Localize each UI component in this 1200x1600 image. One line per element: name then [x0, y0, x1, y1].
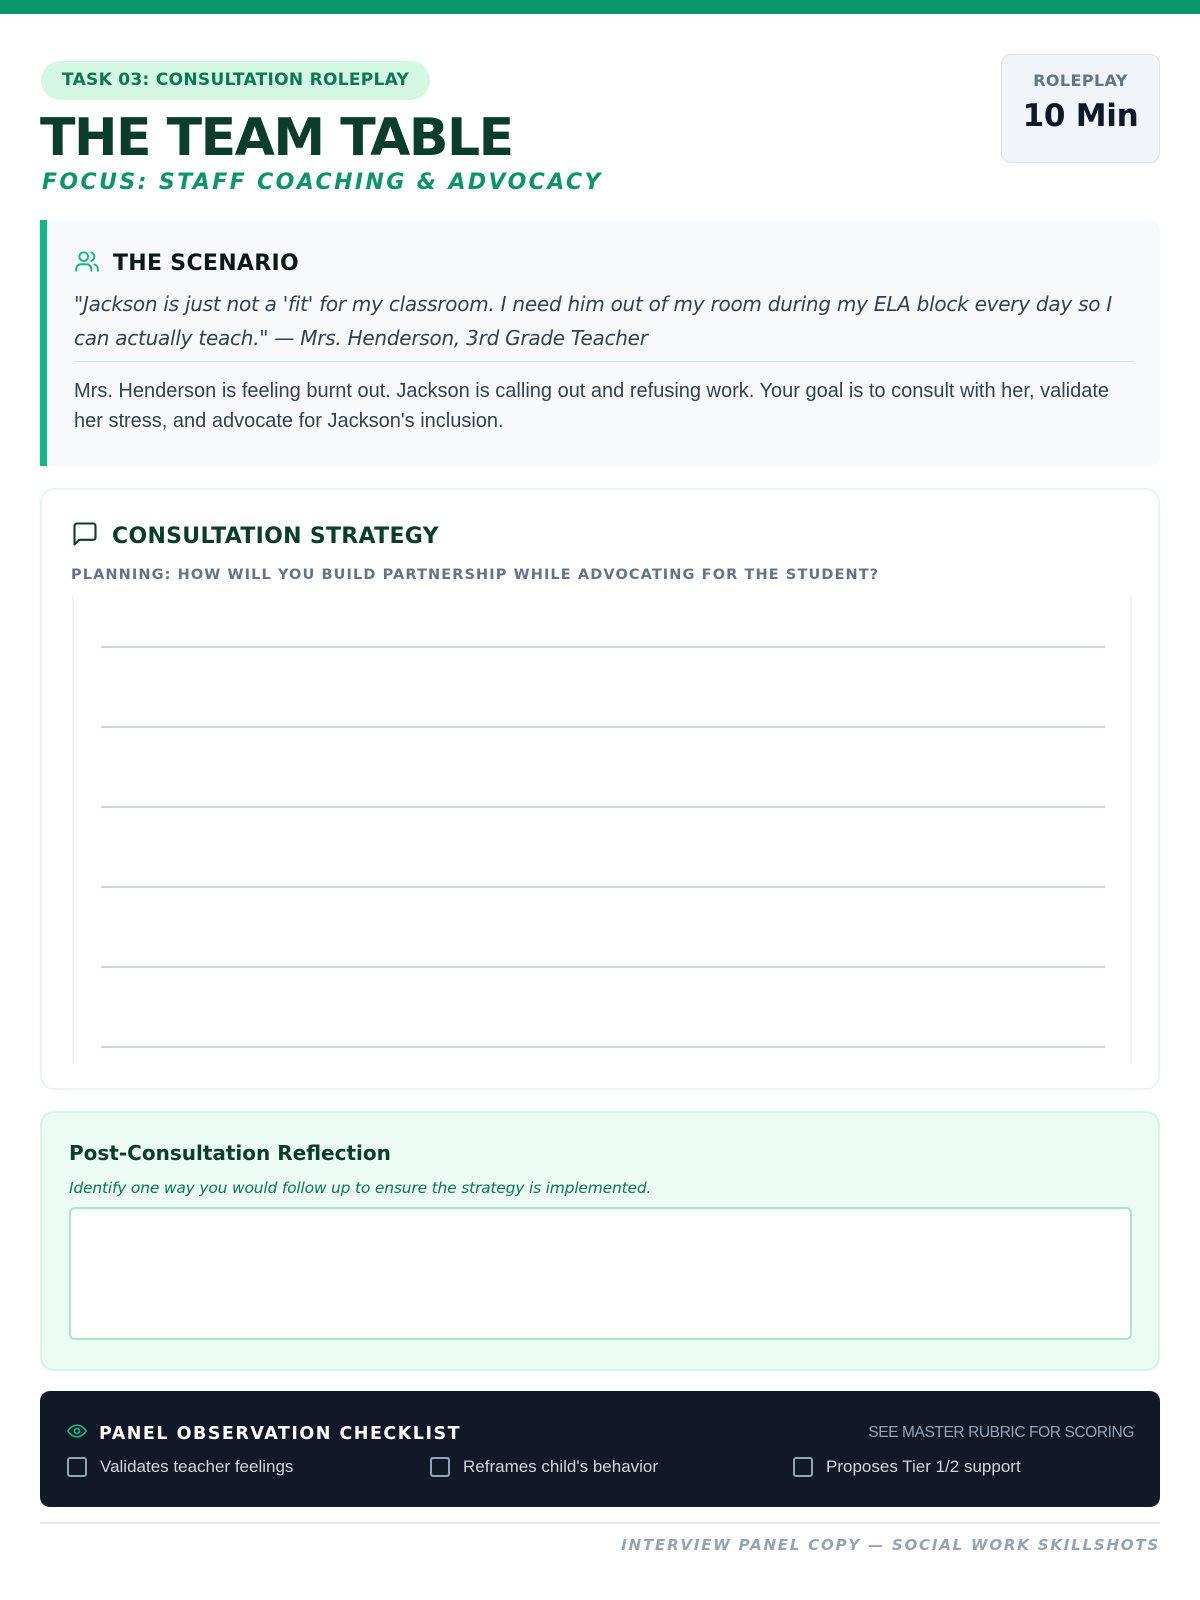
checklist-item-label: Proposes Tier 1/2 support — [826, 1457, 1021, 1476]
time-label: ROLEPLAY — [1033, 71, 1128, 90]
writing-line — [101, 806, 1105, 808]
strategy-card — [40, 488, 1160, 1090]
scenario-card — [40, 220, 1160, 466]
reflection-title: Post-Consultation Reflection — [69, 1141, 391, 1165]
reflection-card — [40, 1111, 1160, 1371]
strategy-title: CONSULTATION STRATEGY — [112, 524, 439, 549]
checklist-header — [67, 1421, 461, 1446]
time-badge — [1001, 54, 1160, 163]
checkbox[interactable] — [430, 1457, 450, 1477]
checklist-item-label: Validates teacher feelings — [100, 1457, 294, 1476]
message-square-icon — [71, 520, 99, 553]
reflection-hint: Identify one way you would follow up to ensure the strategy is implemented. — [69, 1179, 652, 1197]
checklist-title: PANEL OBSERVATION CHECKLIST — [99, 1423, 462, 1444]
page-title: THE TEAM TABLE — [40, 108, 513, 168]
checkbox[interactable] — [67, 1457, 87, 1477]
checklist-note: SEE MASTER RUBRIC FOR SCORING — [868, 1424, 1134, 1441]
panel-checklist — [40, 1391, 1160, 1507]
writing-line — [101, 1046, 1105, 1048]
focus-subtitle: FOCUS: STAFF COACHING & ADVOCACY — [42, 170, 603, 195]
checklist-item[interactable] — [67, 1457, 293, 1477]
writing-line — [101, 886, 1105, 888]
checklist-item[interactable] — [793, 1457, 1021, 1477]
task-badge: TASK 03: CONSULTATION ROLEPLAY — [41, 61, 430, 100]
footer-text: INTERVIEW PANEL COPY — SOCIAL WORK SKILLSHOTS — [621, 1536, 1160, 1554]
users-icon — [74, 248, 100, 279]
scenario-quote: "Jackson is just not a 'fit' for my classroom. I need him out of my room during my ELA block every day so I can actually teach." — Mrs. Henderson, 3rd Grade Teacher — [74, 287, 1134, 362]
scenario-description: Mrs. Henderson is feeling burnt out. Jackson is calling out and refusing work. Your goal is to consult with her, validate her stress, and advocate for Jackson's inclusion. — [74, 380, 1110, 432]
strategy-prompt: PLANNING: HOW WILL YOU BUILD PARTNERSHIP WHILE ADVOCATING FOR THE STUDENT? — [71, 567, 880, 583]
top-accent-bar — [0, 0, 1200, 14]
writing-line — [101, 966, 1105, 968]
scenario-title: THE SCENARIO — [113, 251, 299, 276]
strategy-writing-area[interactable] — [72, 596, 1132, 1064]
time-value: 10 Min — [1022, 98, 1139, 134]
footer-divider — [40, 1522, 1160, 1524]
eye-icon — [67, 1421, 87, 1446]
reflection-answer-box[interactable] — [69, 1207, 1132, 1340]
writing-line — [101, 726, 1105, 728]
scenario-header — [74, 248, 1134, 279]
writing-line — [101, 646, 1105, 648]
checklist-item-label: Reframes child's behavior — [463, 1457, 659, 1476]
checkbox[interactable] — [793, 1457, 813, 1477]
checklist-item[interactable] — [430, 1457, 658, 1477]
strategy-header — [71, 520, 1131, 553]
